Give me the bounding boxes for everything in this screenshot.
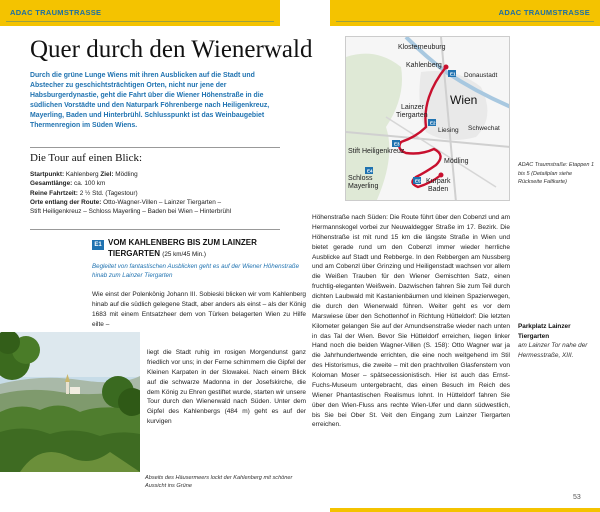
section-title-line-2: TIERGARTEN — [108, 248, 160, 258]
page-number: 53 — [573, 494, 581, 501]
map-marker-5: E5 — [415, 178, 421, 184]
map-label-kahlenberg: Kahlenberg — [406, 62, 442, 69]
kahlenberg-photo — [0, 332, 140, 472]
map-label-baden: Baden — [428, 186, 449, 193]
photo-caption: Abseits des Häusermeers lockt der Kahlenberg mit schöner Aussicht ins Grüne — [145, 475, 293, 490]
route-value-1: Otto-Wagner-Villen – Lainzer Tiergarten – — [103, 198, 222, 206]
section-title-line-1: VOM KAHLENBERG BIS ZUM LAINZER — [108, 238, 257, 247]
divider-top — [30, 147, 280, 148]
body-paragraph-right: Höhenstraße nach Süden: Die Route führt über den Cobenzl und am Hermannskogel vorbei zur Neuwaldegger Straße im 17. Bezirk. Die Höhenstraße ist mit rund 15 km die längste Straße in Wien und bietet gerade rund um den Cobenzl immer wieder herrliche Ausblicke auf Stadt und Rebberge. In den Rebbergen am Nussberg und am Cobenzl über Grinzing und Heiligenstadt wachsen vor allem die Weißen Trauben für den Wiener Gemischten Satz, einen fruchtig-eleganten Weißwein. Dazwischen fahren Sie zum Teil durch dichten Laubwald mit Kastanienbäumen und kleinen Spazierwegen, die durch den Wienerwald führen. Weiter geht es vor dem Marswiese über den Schottenhof in Richtung Hütteldorf: Die letzten Kilometer gelangen Sie auf der Amundsenstraße wieder nach unten in das Tal der Wien. Bevor Sie Hütteldorf erreichen, liegen linker Hand noch die beiden Wagner-Villen (S. 158): Otto Wagner war ja die Jahrhundertwende errichten, die eine noch weitgehend im Stil des Historismus, die zweite – mit den prachtvollen Glasfenstern von Koloman Moser – spätsecessionistisch. Hier ist auch das Ernst-Fuchs-Museum untergebracht, das einen Besuch im Reich des Wiener Phantastischen Realismus lohnt. In Hütteldorf fahren Sie über den Wien-Fluss ans rechte Wien-Ufer und dann südwestlich, bis Sie bei Ober St. Veit den Eingang zum Lainzer Tiergarten erreichen. — [312, 214, 511, 429]
divider-bottom — [30, 229, 280, 230]
map-label-liesing: Liesing — [438, 127, 459, 134]
map-label-tiergarten: Tiergarten — [396, 112, 428, 119]
map-label-mayerling: Mayerling — [348, 183, 379, 190]
map-marker-3: E3 — [394, 141, 400, 147]
length-label: Gesamtlänge: — [30, 180, 73, 188]
header-label-right: ADAC TRAUMSTRASSE — [498, 8, 590, 17]
footer-bar — [330, 508, 600, 512]
route-map — [345, 36, 510, 201]
map-label-heiligenkreuz: Stift Heiligenkreuz — [348, 148, 405, 155]
section-title — [108, 238, 313, 260]
map-label-kurpark: Kurpark — [426, 178, 451, 185]
end-label: Ziel: — [100, 171, 114, 178]
side-note — [518, 322, 598, 360]
start-value: Kahlenberg — [65, 171, 99, 178]
end-value: Mödling — [115, 171, 138, 178]
map-graphic — [346, 37, 510, 201]
header-bar-left — [0, 0, 280, 26]
side-note-text: am Lainzer Tor nahe der Hermesstraße, XIII. — [518, 342, 588, 359]
map-marker-4: E4 — [367, 168, 373, 174]
route-label: Orte entlang der Route: — [30, 198, 102, 206]
map-label-lainzer: Lainzer — [401, 104, 424, 111]
map-note: ADAC Traumstraße: Etappen 1 bis 5 (Detailplan siehe Rückseite Faltkarte) — [518, 162, 595, 186]
map-label-wien: Wien — [450, 93, 478, 107]
length-value: ca. 100 km — [74, 180, 106, 188]
time-label: Reine Fahrtzeit: — [30, 189, 78, 197]
photo-illustration — [0, 332, 140, 472]
section-subtitle: Begleitet von fantastischen Ausblicken geht es auf der Wiener Höhenstraße hinab zum Lainzer Tiergarten — [92, 263, 300, 279]
section-title-meta: (25 km/45 Min.) — [162, 250, 206, 258]
tour-heading: Die Tour auf einen Blick: — [30, 152, 143, 164]
intro-paragraph: Durch die grüne Lunge Wiens mit ihren Ausblicken auf die Stadt und Abstecher zu geschichtsträchtigen Orten, nicht nur jene der Habsburgerdynastie, geht die Fahrt über die Wiener Höhenstraße in die südlichen Vorstädte und den Naturpark Föhrenberge nach Heiligenkreuz, Mayerling, Baden und Hinterbrühl. Schlusspunkt ist das Weinbaugebiet Thermenregion im Süden Wiens. — [30, 72, 270, 129]
map-label-schwechat: Schwechat — [468, 125, 500, 132]
header-bar-right — [330, 0, 600, 26]
page-title: Quer durch den Wienerwald — [30, 36, 313, 63]
map-label-donaustadt: Donaustadt — [464, 72, 498, 79]
header-rule-left — [6, 21, 274, 22]
map-label-moedling: Mödling — [444, 158, 469, 165]
tour-summary — [30, 170, 280, 216]
section-badge: E1 — [92, 240, 104, 250]
route-value-2: Stift Heiligenkreuz – Schloss Mayerling – Baden bei Wien – Hinterbrühl — [30, 208, 232, 216]
map-label-klosterneuburg: Klosterneuburg — [398, 44, 446, 51]
side-note-title: Parkplatz Lainzer Tiergarten — [518, 323, 571, 340]
time-value: 2 ½ Std. (Tagestour) — [79, 189, 138, 197]
map-label-schloss: Schloss — [348, 175, 373, 182]
start-label: Startpunkt: — [30, 171, 65, 178]
body-paragraph-b: liegt die Stadt ruhig im rosigen Morgendunst ganz friedlich vor uns; in der Ferne schimmern die Gipfel der Kleinen Karpaten in der Slowakei. Nach einem Blick auf die schwarze Madonna in der Josefskirche, die dem König zu Ehren gestiftet wurde, starten wir unsere Tour durch den Wienerwald nach Süden. Unter dem Gipfel des Kahlenbergs (484 m) geht es auf der kurvigen — [147, 349, 306, 426]
body-paragraph-a: Wie einst der Polenkönig Johann III. Sobieski blicken wir vom Kahlenberg hinab auf die südlich gelegene Stadt, aber anders als einst – als der König 1683 mit einem Entsatzheer dem von Türken belagerten Wien zu Hilfe eilte – — [92, 291, 306, 328]
map-marker-2: E2 — [430, 120, 436, 126]
header-rule-right — [336, 21, 594, 22]
header-label-left: ADAC TRAUMSTRASSE — [10, 8, 102, 17]
map-marker-1: E1 — [450, 71, 456, 77]
